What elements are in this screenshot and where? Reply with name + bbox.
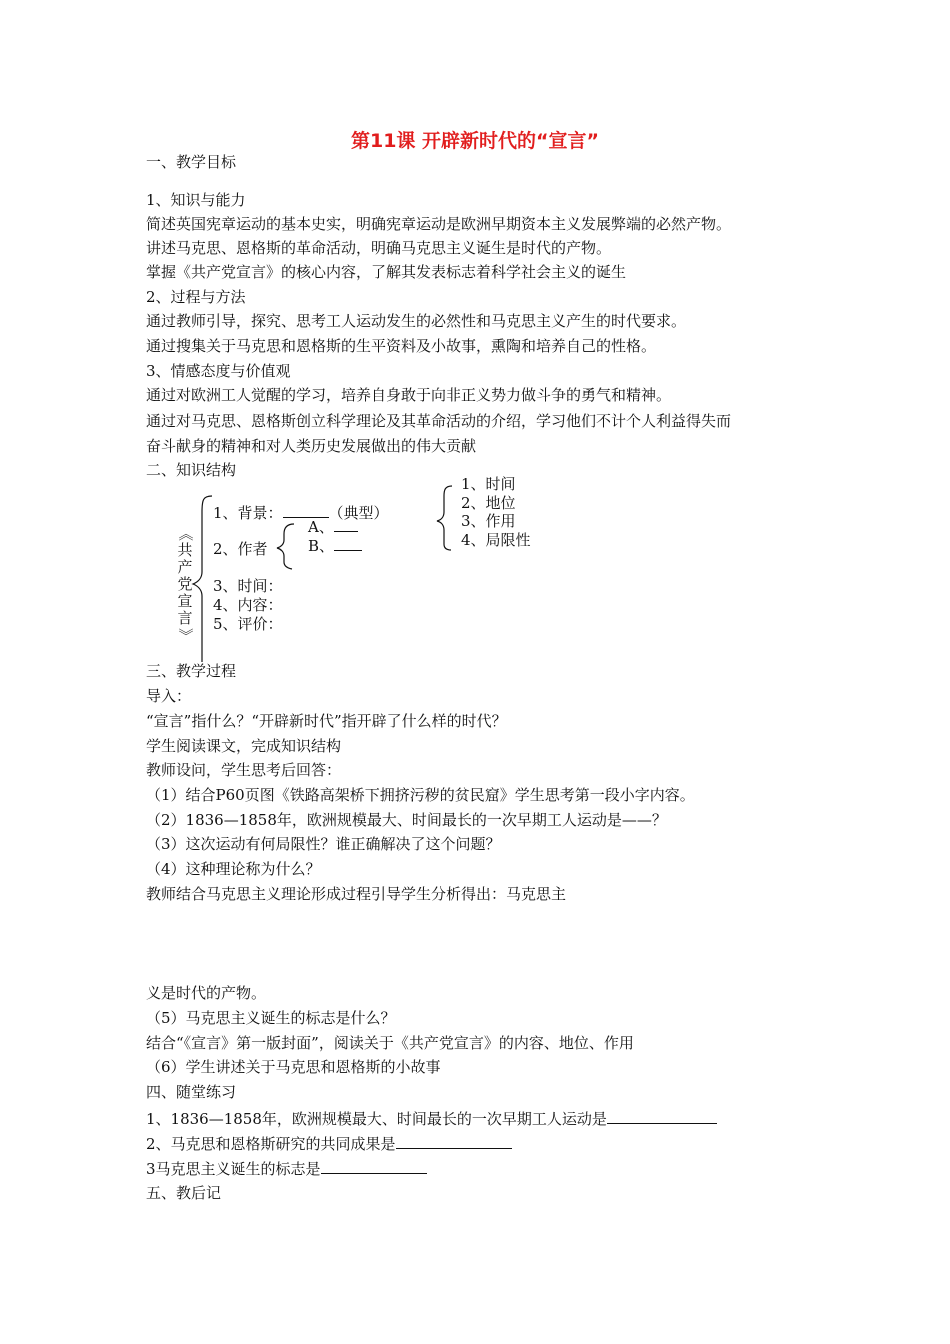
subheading-knowledge: 1、知识与能力 <box>146 191 246 209</box>
paragraph: 通过对欧洲工人觉醒的学习，培养自身敢于向非正义势力做斗争的勇气和精神。 <box>146 386 672 404</box>
structure-item-content: 4、内容： <box>213 596 283 614</box>
structure-right-item: 1、时间 <box>461 475 516 493</box>
vertical-title-manifesto: 《 共 产 党 宣 言 》 <box>176 525 195 643</box>
section-5-heading: 五、教后记 <box>146 1184 222 1202</box>
subheading-attitude: 3、情感态度与价值观 <box>146 362 291 380</box>
paragraph: 通过搜集关于马克思和恩格斯的生平资料及小故事，熏陶和培养自己的性格。 <box>146 337 657 355</box>
exercise-3: 3马克思主义诞生的标志是 <box>146 1158 427 1179</box>
structure-right-item: 2、地位 <box>461 494 516 512</box>
section-3-heading: 三、教学过程 <box>146 662 237 680</box>
structure-item-author-a: A、 <box>308 516 358 537</box>
blank-line <box>334 516 358 532</box>
section-4-heading: 四、随堂练习 <box>146 1083 237 1101</box>
structure-item-author-b: B、 <box>308 535 362 556</box>
section-1-heading: 一、教学目标 <box>146 153 237 171</box>
paragraph: “宣言”指什么？“开辟新时代”指开辟了什么样的时代？ <box>146 712 507 730</box>
exercise-1: 1、1836—1858年，欧洲规模最大、时间最长的一次早期工人运动是 <box>146 1108 717 1129</box>
paragraph: 奋斗献身的精神和对人类历史发展做出的伟大贡献 <box>146 437 477 455</box>
paragraph: 讲述马克思、恩格斯的革命活动，明确马克思主义诞生是时代的产物。 <box>146 239 612 257</box>
paragraph: 简述英国宪章运动的基本史实，明确宪章运动是欧洲早期资本主义发展弊端的必然产物。 <box>146 215 732 233</box>
blank-line <box>321 1158 427 1174</box>
blank-line <box>334 535 362 551</box>
paragraph: 义是时代的产物。 <box>146 984 267 1002</box>
question: （5）马克思主义诞生的标志是什么？ <box>146 1009 396 1027</box>
structure-item-evaluation: 5、评价： <box>213 615 283 633</box>
question: （1）结合P60页图《铁路高架桥下拥挤污秽的贫民窟》学生思考第一段小字内容。 <box>146 786 695 804</box>
structure-item-background: 1、背景： （典型） <box>213 504 389 522</box>
question: （6）学生讲述关于马克思和恩格斯的小故事 <box>146 1058 441 1076</box>
lesson-title: 第11课 开辟新时代的“宣言” <box>350 130 600 152</box>
question: （3）这次运动有何局限性？谁正确解决了这个问题？ <box>146 835 501 853</box>
paragraph: 结合“《宣言》第一版封面”，阅读关于《共产党宣言》的内容、地位、作用 <box>146 1034 634 1052</box>
paragraph: 通过教师引导，探究、思考工人运动发生的必然性和马克思主义产生的时代要求。 <box>146 312 687 330</box>
section-2-heading: 二、知识结构 <box>146 461 237 479</box>
blank-line <box>607 1108 717 1124</box>
structure-item-time: 3、时间： <box>213 577 283 595</box>
blank-line <box>396 1133 512 1149</box>
paragraph: 掌握《共产党宣言》的核心内容，了解其发表标志着科学社会主义的诞生 <box>146 263 627 281</box>
subheading-process: 2、过程与方法 <box>146 288 246 306</box>
question: （2）1836—1858年，欧洲规模最大、时间最长的一次早期工人运动是——？ <box>146 811 667 829</box>
structure-right-item: 4、局限性 <box>461 531 531 549</box>
paragraph: 教师设问，学生思考后回答： <box>146 761 342 779</box>
paragraph: 导入： <box>146 687 192 705</box>
structure-item-author: 2、作者 <box>213 540 268 558</box>
exercise-2: 2、马克思和恩格斯研究的共同成果是 <box>146 1133 512 1154</box>
question: （4）这种理论称为什么？ <box>146 860 321 878</box>
paragraph: 学生阅读课文，完成知识结构 <box>146 737 342 755</box>
structure-right-item: 3、作用 <box>461 512 516 530</box>
paragraph: 通过对马克思、恩格斯创立科学理论及其革命活动的介绍，学习他们不计个人利益得失而 <box>146 412 732 430</box>
paragraph: 教师结合马克思主义理论形成过程引导学生分析得出：马克思主 <box>146 885 567 903</box>
